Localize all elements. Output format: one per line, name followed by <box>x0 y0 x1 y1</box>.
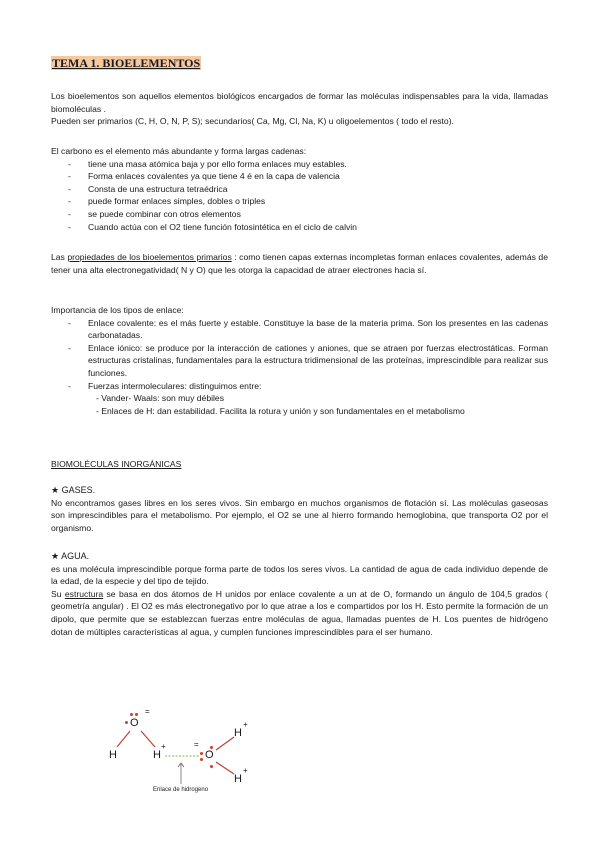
enlaces-section <box>51 304 548 417</box>
list-item: - Fuerzas intermoleculares: distinguimos entre: <box>68 380 262 391</box>
gases-heading: ★ GASES. <box>51 485 96 495</box>
enlaces-subitem: - Enlaces de H: dan estabilidad. Facilita la rotura y unión y son fundamentales en el metabolismo <box>96 405 465 416</box>
enlaces-subitem: - Vander- Waals: son muy débiles <box>96 393 225 404</box>
oxygen-atom: O <box>205 749 214 761</box>
carbono-section <box>51 145 548 233</box>
agua-paragraph: es una molécula imprescindible porque forma parte de todos los seres vivos. La cantidad de agua de cada individuo depende de la edad, de la especie y del tipo de tejido. <box>51 563 548 587</box>
list-item: - tiene una masa atómica baja y por ello forma enlaces muy estables. <box>68 158 347 169</box>
hydrogen-atom: H <box>109 749 117 761</box>
lone-pair-dot <box>210 765 213 768</box>
water-diagram <box>0 700 600 810</box>
charge-label: + <box>243 720 248 729</box>
charge-label: + <box>161 742 166 751</box>
charge-label: = <box>145 707 150 716</box>
list-item: - Enlace iónico: se produce por la interacción de cationes y aniones, que se atraen por fuerzas electrostáticas. Forman estructuras cristalinas, fundamentales para la estructura tridimensional de las proteínas, imprescindible para realizar sus funciones. <box>68 342 548 378</box>
carbono-heading: El carbono es el elemento más abundante y forma largas cadenas: <box>51 146 307 156</box>
list-item: - Enlace covalente: es el más fuerte y estable. Constituye la base de la materia prima. Son los presentes en las cadenas carbonatadas. <box>68 317 548 341</box>
list-item: - Consta de una estructura tetraédrica <box>68 183 228 194</box>
covalent-bond <box>216 762 234 774</box>
carbono-list <box>51 158 548 234</box>
gases-section <box>51 484 548 534</box>
gases-paragraph: No encontramos gases libres en los seres vivos. Sin embargo en muchos organismos de flotación sí. Las moléculas gaseosas son imprescindibles para el metabolismo. Por ejemplo, el O2 se une al hierro formando hemoglobina, que transporta O2 por el organismo. <box>51 497 548 533</box>
hydrogen-atom: H <box>234 727 242 739</box>
propiedades-paragraph: Las propiedades de los bioelementos primarios : como tienen capas externas incompletas forman enlaces covalentes, además de tener una alta electronegatividad( N y O) que les otorga la capacidad de atraer electrones hacia sí. <box>51 252 548 275</box>
agua-paragraph-2: Su estructura se basa en dos átomos de H unidos por enlace covalente a un at de O, formando un ángulo de 104,5 grados ( geometría angular) . El O2 es más electronegativo por lo que atrae a los e compartidos por los H. Esto permite la formación de un dipolo, que permite que se establezcan fuerzas entre moléculas de agua, llamadas puentes de H. Los puentes de hidrógeno dotan de múltiples características al agua, y cumplen funciones imprescindibles para el ser humano. <box>51 588 548 637</box>
charge-label: = <box>194 740 199 749</box>
charge-label: + <box>243 766 248 775</box>
lone-pair-dot <box>200 758 203 761</box>
lone-pair-dot <box>200 752 203 755</box>
page-title: TEMA 1. BIOELEMENTOS <box>52 56 201 70</box>
propiedades-underlined: propiedades de los bioelementos primarios <box>67 252 232 262</box>
lone-pair-dot <box>130 713 133 716</box>
lone-pair-dot <box>125 721 128 724</box>
covalent-bond <box>117 731 130 747</box>
list-item: - Forma enlaces covalentes ya que tiene 4 é en la capa de valencia <box>68 171 340 182</box>
intro-paragraph-2: Pueden ser primarios (C, H, O, N, P, S); secundarios( Ca, Mg, Cl, Na, K) u oligoelementos ( todo el resto). <box>51 116 454 127</box>
lone-pair-dot <box>135 713 138 716</box>
intro-paragraph: Los bioelementos son aquellos elementos biológicos encargados de formar las moléculas indispensables para la vida, llamadas biomoléculas . <box>51 91 548 114</box>
list-item: - Cuando actúa con el O2 tiene función fotosintética en el ciclo de calvin <box>68 221 357 232</box>
agua-heading: ★ AGUA. <box>51 551 90 561</box>
intro-section <box>51 90 548 128</box>
enlaces-heading: Importancia de los tipos de enlace: <box>51 305 184 315</box>
enlaces-list <box>51 317 548 393</box>
list-item: - puede formar enlaces simples, dobles o triples <box>68 196 266 207</box>
oxygen-atom: O <box>130 717 139 729</box>
covalent-bond <box>216 737 234 750</box>
agua-section <box>51 550 548 638</box>
section-heading: BIOMOLÉCULAS INORGÁNICAS <box>51 459 182 469</box>
hydrogen-atom: H <box>234 773 242 785</box>
covalent-bond <box>141 731 155 747</box>
diagram-bonds <box>0 700 600 810</box>
diagram-caption: Enlace de hidrogeno <box>153 787 209 793</box>
hydrogen-atom: H <box>153 749 161 761</box>
list-item: - se puede combinar con otros elementos <box>68 208 241 219</box>
estructura-underlined: estructura <box>64 588 104 599</box>
